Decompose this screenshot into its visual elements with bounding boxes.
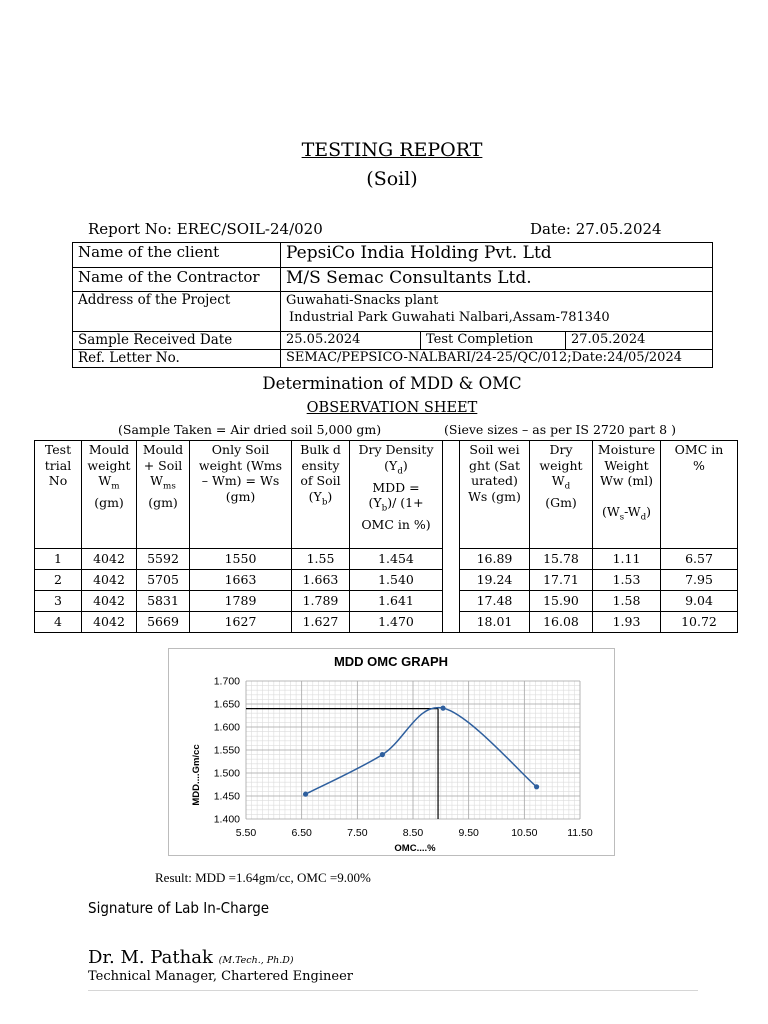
- x-tick-label: 10.50: [511, 827, 538, 839]
- table-row: 3 4042 5831 1789 1.789 1.641 17.48 15.90 1.58 9.04: [35, 591, 738, 612]
- y-tick-label: 1.650: [213, 698, 240, 711]
- data-point: [534, 784, 539, 789]
- chart-title: MDD OMC GRAPH: [333, 654, 449, 669]
- signature-label: Signature of Lab In-Charge: [88, 899, 270, 917]
- ref-letter-label: Ref. Letter No.: [73, 350, 281, 368]
- address-line-2: Industrial Park Guwahati Nalbari,Assam-781340: [289, 310, 610, 325]
- col-soil-weight: Soil weight (Saturated) Ws (gm): [460, 441, 530, 549]
- col-omc: OMC in %: [661, 441, 738, 549]
- y-tick-label: 1.450: [213, 790, 240, 803]
- col-dry-weight: Dry weight $W_d$ (Gm): [530, 441, 593, 549]
- col-dry-density: Dry Density $(Y_d)$ MDD = $(Y_b)/$ (1+ OMC in %): [350, 441, 443, 549]
- test-completion-value: 27.05.2024: [566, 332, 713, 350]
- table-row: 4 4042 5669 1627 1.627 1.470 18.01 16.08 1.93 10.72: [35, 612, 738, 633]
- data-point: [380, 752, 385, 757]
- observation-table: [34, 440, 738, 633]
- x-tick-label: 7.50: [347, 827, 368, 839]
- x-tick-label: 6.50: [291, 827, 312, 839]
- sieve-note: (Sieve sizes – as per IS 2720 part 8 ): [444, 422, 676, 437]
- chart-svg: [169, 649, 614, 855]
- client-label: Name of the client: [73, 243, 281, 268]
- y-tick-label: 1.600: [213, 721, 240, 734]
- x-tick-label: 11.50: [567, 827, 593, 839]
- ref-letter-value: SEMAC/PEPSICO-NALBARI/24-25/QC/012;Date:24/05/2024: [281, 350, 713, 368]
- project-info-table: [72, 242, 713, 368]
- address-value: [281, 292, 713, 332]
- report-title: TESTING REPORT: [301, 139, 483, 161]
- report-number: Report No: EREC/SOIL-24/020: [88, 220, 323, 238]
- signatory-name: Dr. M. Pathak (M.Tech., Ph.D): [88, 947, 294, 968]
- data-point: [440, 706, 445, 711]
- sample-received-label: Sample Received Date: [73, 332, 281, 350]
- y-tick-label: 1.500: [213, 767, 240, 780]
- contractor-label: Name of the Contractor: [73, 268, 281, 292]
- footer-divider: [88, 990, 698, 991]
- col-moisture-weight: Moisture Weight Ww (ml) $(W_s-W_d)$: [593, 441, 661, 549]
- address-label: Address of the Project: [73, 292, 281, 332]
- col-bulk-density: Bulk density of Soil $(Y_b)$: [292, 441, 350, 549]
- sample-received-value: 25.05.2024: [281, 332, 421, 350]
- test-completion-label: Test Completion: [421, 332, 566, 350]
- y-tick-label: 1.700: [213, 675, 240, 688]
- col-gap: [443, 441, 460, 549]
- col-only-soil: Only Soil weight (Wms – Wm) = Ws (gm): [190, 441, 292, 549]
- observation-sheet-title: OBSERVATION SHEET: [306, 400, 478, 416]
- report-date: Date: 27.05.2024: [530, 220, 662, 238]
- x-tick-label: 5.50: [235, 827, 257, 839]
- signatory-designation: Technical Manager, Chartered Engineer: [88, 969, 353, 984]
- table-row: 1 4042 5592 1550 1.55 1.454 16.89 15.78 1.11 6.57: [35, 549, 738, 570]
- table-row: 2 4042 5705 1663 1.663 1.540 19.24 17.71 1.53 7.95: [35, 570, 738, 591]
- contractor-value: M/S Semac Consultants Ltd.: [281, 268, 713, 292]
- col-mould-soil: Mould + Soil $W_{ms}$ (gm): [137, 441, 190, 549]
- col-test-trial: Test trial No: [35, 441, 82, 549]
- sample-note: (Sample Taken = Air dried soil 5,000 gm): [118, 422, 382, 437]
- client-value: PepsiCo India Holding Pvt. Ltd: [281, 243, 713, 268]
- col-mould-weight: Mould weight $W_m$ (gm): [82, 441, 137, 549]
- y-axis-label: MDD....Gm/cc: [191, 744, 202, 806]
- y-tick-label: 1.400: [213, 813, 240, 826]
- result-text: Result: MDD =1.64gm/cc, OMC =9.00%: [155, 870, 371, 885]
- mdd-omc-chart: [168, 648, 615, 856]
- section-heading: Determination of MDD & OMC: [262, 374, 522, 393]
- signatory-qualification: (M.Tech., Ph.D): [218, 955, 294, 966]
- data-point: [303, 792, 308, 797]
- address-line-1: Guwahati-Snacks plant: [286, 293, 439, 308]
- x-axis-label: OMC....%: [394, 843, 436, 854]
- x-tick-label: 9.50: [458, 827, 479, 839]
- y-tick-label: 1.550: [213, 744, 240, 757]
- x-tick-label: 8.50: [402, 827, 424, 839]
- report-subtitle: (Soil): [366, 168, 418, 190]
